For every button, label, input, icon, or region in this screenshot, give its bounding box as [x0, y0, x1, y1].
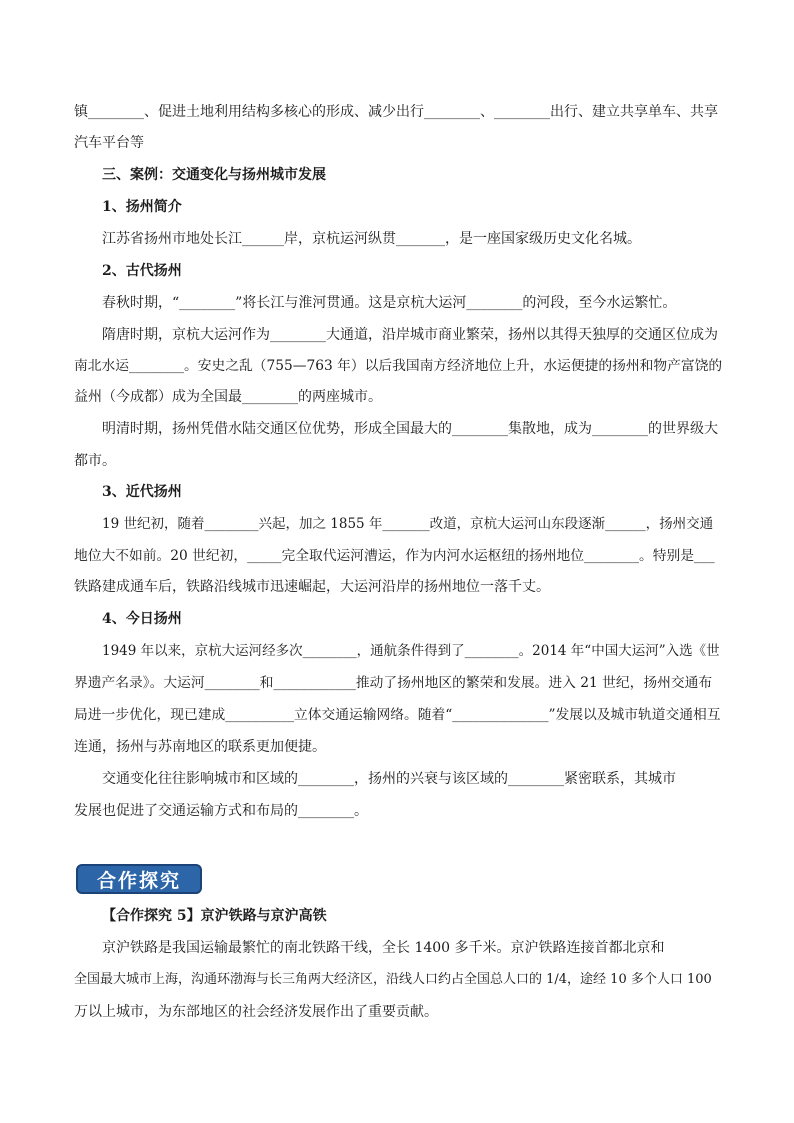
- section-heading: 三、案例：交通变化与扬州城市发展: [102, 167, 326, 183]
- subsection-heading: 3、近代扬州: [102, 484, 182, 500]
- paragraph-line: 交通变化往往影响城市和区域的________，扬州的兴衰与该区域的________紧密联系，其城市: [102, 771, 676, 787]
- paragraph-line: 地位大不如前。20 世纪初，_____完全取代运河漕运，作为内河水运枢纽的扬州地位________。特别是___: [74, 548, 715, 564]
- paragraph-line: 隋唐时期，京杭大运河作为________大通道，沿岸城市商业繁荣，扬州以其得天独厚的交通区位成为: [102, 327, 718, 343]
- cooperative-inquiry-banner: [76, 864, 202, 894]
- paragraph-line: 京沪铁路是我国运输最繁忙的南北铁路干线，全长 1400 多千米。京沪铁路连接首都北京和: [102, 940, 665, 956]
- paragraph-line: 万以上城市，为东部地区的社会经济发展作出了重要贡献。: [74, 1004, 438, 1020]
- paragraph-line: 连通，扬州与苏南地区的联系更加便捷。: [74, 739, 326, 755]
- paragraph-line: 都市。: [74, 453, 116, 469]
- paragraph-line: 镇________、促进土地利用结构多核心的形成、减少出行________、________出行、建立共享单车、共享: [74, 104, 718, 120]
- paragraph-line: 全国最大城市上海，沟通环渤海与长三角两大经济区，沿线人口约占全国总人口的 1/4，途经 10 多个人口 100: [74, 972, 712, 987]
- paragraph-line: 明清时期，扬州凭借水陆交通区位优势，形成全国最大的________集散地，成为________的世界级大: [102, 421, 718, 437]
- paragraph-line: 19 世纪初，随着________兴起，加之 1855 年_______改道，京杭大运河山东段逐渐______，扬州交通: [102, 516, 714, 532]
- paragraph-line: 江苏省扬州市地处长江______岸，京杭运河纵贯_______，是一座国家级历史文化名城。: [102, 231, 641, 247]
- paragraph-line: 1949 年以来，京杭大运河经多次________，通航条件得到了________。2014 年“中国大运河”入选《世: [102, 643, 720, 659]
- paragraph-line: 发展也促进了交通运输方式和布局的________。: [74, 803, 368, 819]
- paragraph-line: 汽车平台等: [74, 135, 144, 151]
- subsection-heading: 2、古代扬州: [102, 263, 182, 279]
- banner-label: 合作探究: [96, 869, 181, 892]
- subsection-heading: 1、扬州简介: [102, 199, 182, 215]
- paragraph-line: 春秋时期，“________”将长江与淮河贯通。这是京杭大运河________的河段，至今水运繁忙。: [102, 295, 677, 311]
- paragraph-line: 益州（今成都）成为全国最________的两座城市。: [74, 389, 382, 405]
- inquiry-heading: 【合作探究 5】京沪铁路与京沪高铁: [102, 908, 327, 924]
- paragraph-line: 南北水运________。安史之乱（755—763 年）以后我国南方经济地位上升，水运便捷的扬州和物产富饶的: [74, 358, 723, 374]
- paragraph-line: 界遗产名录》。大运河________和____________推动了扬州地区的繁荣和发展。进入 21 世纪，扬州交通布: [74, 675, 713, 691]
- paragraph-line: 局进一步优化，现已建成__________立体交通运输网络。随着“______________”发展以及城市轨道交通相互: [74, 707, 721, 723]
- subsection-heading: 4、今日扬州: [102, 611, 182, 627]
- paragraph-line: 铁路建成通车后，铁路沿线城市迅速崛起，大运河沿岸的扬州地位一落千丈。: [74, 579, 550, 595]
